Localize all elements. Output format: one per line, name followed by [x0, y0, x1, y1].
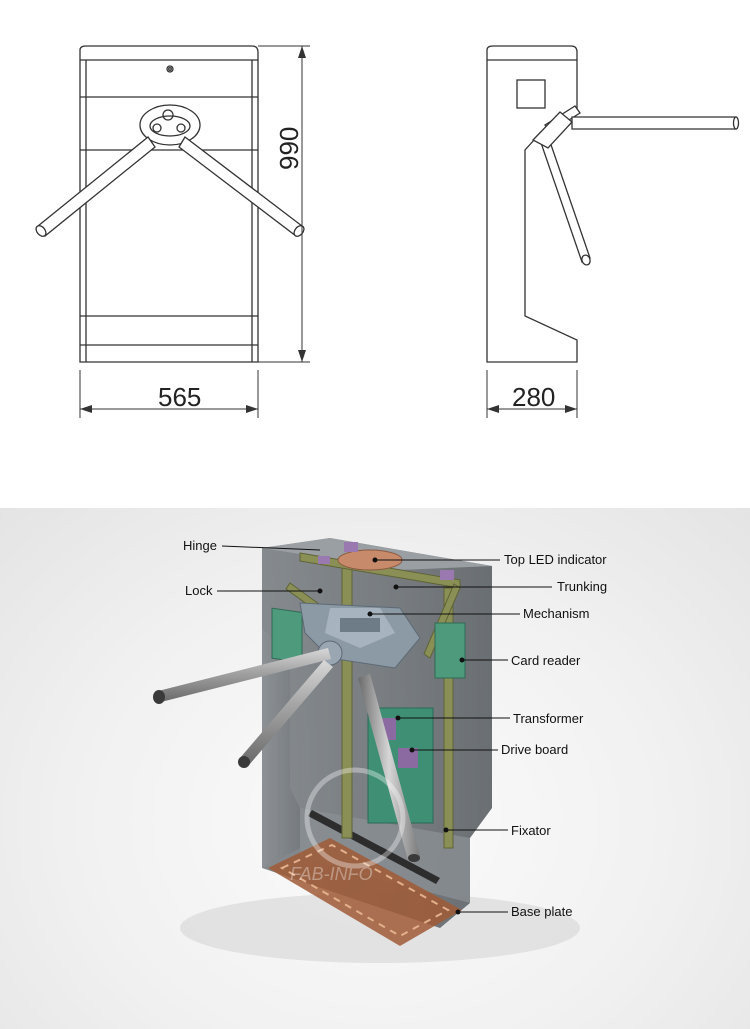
label-lock: Lock	[185, 583, 213, 598]
label-card-reader: Card reader	[511, 653, 581, 668]
lock-plate	[272, 608, 302, 662]
cutaway-render	[0, 508, 750, 1029]
label-base-plate: Base plate	[511, 904, 573, 919]
watermark-text: FAB-INFO	[290, 864, 373, 884]
side-view	[487, 46, 739, 362]
label-mechanism: Mechanism	[523, 606, 590, 621]
technical-drawing	[0, 0, 750, 490]
render-svg	[0, 508, 750, 1029]
drawing-svg	[0, 0, 750, 490]
front-view	[34, 46, 306, 362]
card-reader	[435, 623, 465, 678]
height-dimension: 990	[274, 126, 304, 170]
label-top-led: Top LED indicator	[504, 552, 607, 567]
hinge	[318, 556, 330, 564]
label-drive-board: Drive board	[501, 742, 569, 757]
label-hinge: Hinge	[183, 538, 217, 553]
depth-dimension: 280	[512, 382, 556, 412]
label-trunking: Trunking	[557, 579, 608, 594]
label-transformer: Transformer	[513, 711, 584, 726]
width-dimension: 565	[158, 382, 202, 412]
label-fixator: Fixator	[511, 823, 551, 838]
